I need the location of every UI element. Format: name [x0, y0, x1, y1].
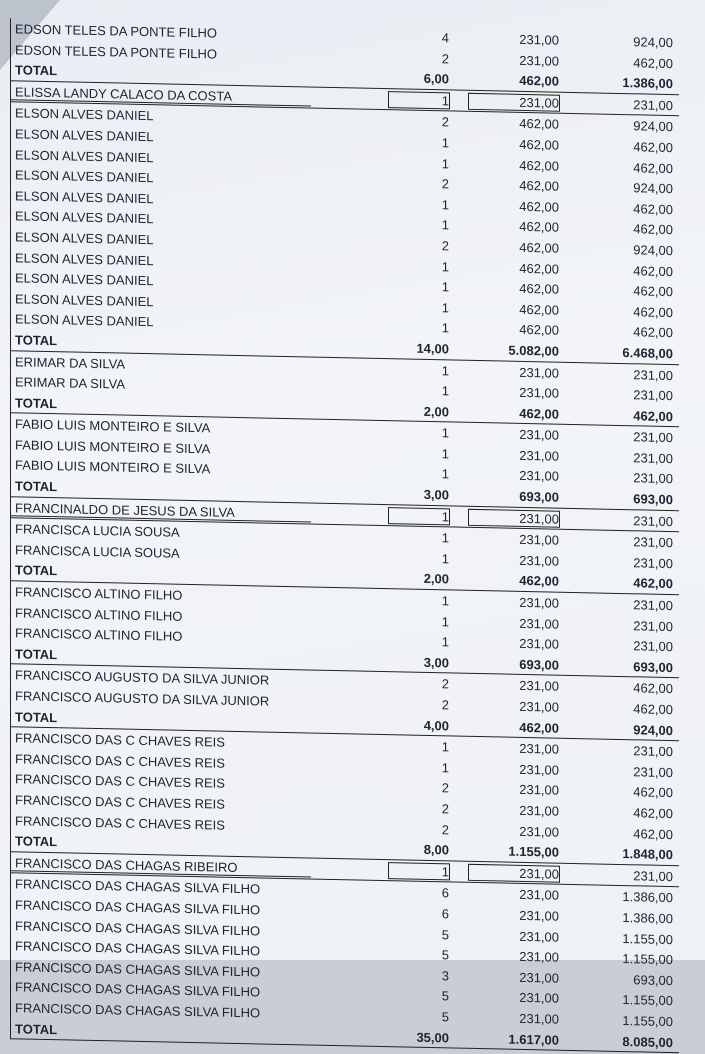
name-cell: TOTAL	[15, 708, 58, 725]
qty-cell: 35,00	[416, 1029, 449, 1045]
qty-cell: 1	[441, 320, 449, 336]
qty-cell: 2	[441, 238, 449, 254]
unit-value-cell: 693,00	[519, 656, 559, 673]
name-cell: FRANCISCO DAS CHAGAS SILVA FILHO	[15, 959, 261, 980]
qty-cell: 1	[441, 760, 449, 776]
unit-value-cell: 462,00	[519, 157, 559, 174]
qty-cell: 2	[441, 821, 449, 837]
total-value-cell: 462,00	[633, 54, 673, 71]
name-cell: TOTAL	[15, 1020, 58, 1037]
qty-cell: 1	[441, 279, 449, 295]
total-value-cell: 6.468,00	[622, 344, 673, 362]
qty-cell: 1	[441, 551, 449, 567]
unit-value-cell: 462,00	[519, 281, 559, 297]
qty-cell: 2	[441, 50, 449, 66]
unit-value-cell: 231,00	[519, 532, 559, 548]
total-value-cell: 1.155,00	[622, 930, 673, 947]
total-value-cell: 1.155,00	[622, 951, 673, 968]
qty-cell: 1	[441, 155, 449, 171]
unit-value-cell: 231,00	[519, 594, 559, 611]
qty-cell: 2,00	[423, 571, 449, 587]
unit-value-cell: 231,00	[519, 741, 559, 757]
name-cell: FRANCISCO DAS CHAGAS SILVA FILHO	[15, 897, 261, 918]
unit-value-cell: 231,00	[519, 782, 559, 799]
qty-cell: 1	[441, 530, 449, 546]
qty-cell: 6,00	[423, 71, 449, 87]
qty-cell: 1	[441, 197, 449, 213]
qty-cell: 5	[441, 988, 449, 1004]
total-value-cell: 462,00	[633, 784, 673, 801]
qty-cell: 2	[441, 114, 449, 130]
unit-value-cell: 462,00	[519, 136, 559, 153]
name-cell: ELSON ALVES DANIEL	[15, 126, 154, 145]
total-value-cell: 924,00	[633, 34, 673, 51]
total-value-cell: 231,00	[633, 366, 673, 383]
name-cell: TOTAL	[15, 646, 58, 663]
unit-value-cell: 462,00	[519, 719, 559, 736]
unit-value-cell: 231,00	[469, 865, 559, 882]
unit-value-cell: 231,00	[519, 384, 559, 401]
total-value-cell: 231,00	[633, 868, 673, 884]
qty-cell: 1	[441, 634, 449, 650]
name-cell: EDSON TELES DA PONTE FILHO	[15, 41, 218, 62]
unit-value-cell: 231,00	[519, 907, 559, 924]
unit-value-cell: 462,00	[519, 239, 559, 256]
name-cell: ELSON ALVES DANIEL	[15, 105, 154, 124]
name-cell: FRANCISCO DAS CHAGAS SILVA FILHO	[15, 876, 261, 897]
qty-cell: 2	[441, 780, 449, 796]
name-cell: FRANCISCO DAS CHAGAS SILVA FILHO	[15, 979, 261, 1000]
unit-value-cell: 462,00	[519, 573, 559, 590]
total-value-cell: 462,00	[633, 159, 673, 176]
unit-value-cell: 231,00	[519, 552, 559, 569]
unit-value-cell: 231,00	[519, 802, 559, 819]
qty-cell: 1	[389, 508, 449, 524]
name-cell: ERIMAR DA SILVA	[15, 353, 126, 372]
total-value-cell: 693,00	[633, 971, 673, 988]
name-cell: FRANCISCO DAS CHAGAS RIBEIRO	[15, 855, 238, 875]
unit-value-cell: 231,00	[519, 52, 559, 69]
total-value-cell: 924,00	[633, 721, 673, 738]
qty-cell: 1	[441, 299, 449, 316]
name-cell: ELSON ALVES DANIEL	[15, 291, 154, 309]
total-value-cell: 462,00	[633, 680, 673, 697]
total-value-cell: 1.155,00	[622, 1012, 673, 1030]
name-cell: FRANCISCO AUGUSTO DA SILVA JUNIOR	[15, 667, 270, 689]
qty-cell: 3,00	[423, 486, 449, 503]
unit-value-cell: 231,00	[519, 31, 559, 48]
total-value-cell: 231,00	[633, 617, 673, 634]
unit-value-cell: 231,00	[519, 969, 559, 986]
total-value-cell: 462,00	[633, 805, 673, 822]
name-cell: ELSON ALVES DANIEL	[15, 167, 154, 186]
unit-value-cell: 231,00	[519, 1010, 559, 1027]
qty-cell: 1	[441, 613, 449, 630]
total-value-cell: 924,00	[633, 242, 673, 259]
qty-cell: 1	[441, 383, 449, 399]
total-value-cell: 462,00	[633, 825, 673, 842]
total-value-cell: 1.386,00	[622, 909, 673, 927]
name-cell: TOTAL	[15, 395, 58, 411]
qty-cell: 6	[441, 885, 449, 901]
qty-cell: 4	[441, 30, 449, 46]
total-value-cell: 8.085,00	[622, 1033, 673, 1050]
unit-value-cell: 231,00	[519, 823, 559, 840]
total-value-cell: 924,00	[633, 118, 673, 135]
total-value-cell: 462,00	[633, 283, 673, 300]
total-value-cell: 924,00	[633, 180, 673, 197]
unit-value-cell: 5.082,00	[508, 342, 559, 359]
name-cell: FRANCISCO ALTINO FILHO	[15, 604, 183, 624]
qty-cell: 2	[441, 676, 449, 692]
qty-cell: 1	[441, 593, 449, 609]
name-cell: ELSON ALVES DANIEL	[15, 311, 154, 330]
name-cell: ELSON ALVES DANIEL	[15, 229, 154, 248]
total-value-cell: 693,00	[633, 491, 673, 508]
name-cell: TOTAL	[15, 562, 58, 579]
total-value-cell: 693,00	[633, 659, 673, 675]
qty-cell: 1	[441, 425, 449, 441]
qty-cell: 1	[441, 362, 449, 378]
name-cell: ELSON ALVES DANIEL	[15, 188, 154, 206]
unit-value-cell: 462,00	[519, 219, 559, 236]
qty-cell: 8,00	[423, 842, 449, 858]
unit-value-cell: 231,00	[519, 364, 559, 381]
unit-value-cell: 462,00	[519, 260, 559, 277]
unit-value-cell: 1.155,00	[508, 843, 559, 860]
total-value-cell: 1.386,00	[622, 889, 673, 906]
qty-cell: 5	[441, 1009, 449, 1025]
qty-cell: 1	[441, 466, 449, 482]
qty-cell: 1	[441, 217, 449, 233]
name-cell: EDSON TELES DA PONTE FILHO	[15, 21, 218, 41]
qty-cell: 6	[441, 906, 449, 922]
qty-cell: 1	[441, 446, 449, 462]
total-value-cell: 231,00	[633, 743, 673, 760]
name-cell: FRANCISCO DAS C CHAVES REIS	[15, 812, 225, 833]
unit-value-cell: 231,00	[519, 887, 559, 904]
qty-cell: 4,00	[423, 717, 449, 733]
qty-cell: 3,00	[423, 654, 449, 671]
name-cell: ERIMAR DA SILVA	[15, 374, 126, 392]
name-cell: TOTAL	[15, 62, 58, 79]
qty-cell: 2,00	[423, 403, 449, 420]
unit-value-cell: 231,00	[519, 427, 559, 443]
total-value-cell: 231,00	[633, 387, 673, 404]
qty-cell: 2	[441, 697, 449, 713]
unit-value-cell: 231,00	[519, 636, 559, 652]
unit-value-cell: 462,00	[519, 178, 559, 194]
name-cell: ELSON ALVES DANIEL	[15, 146, 154, 165]
qty-cell: 3	[441, 967, 449, 984]
unit-value-cell: 231,00	[469, 509, 559, 526]
name-cell: ELISSA LANDY CALACO DA COSTA	[15, 84, 232, 104]
unit-value-cell: 1.617,00	[508, 1031, 559, 1048]
total-value-cell: 231,00	[633, 555, 673, 571]
name-cell: TOTAL	[15, 478, 58, 495]
unit-value-cell: 462,00	[519, 198, 559, 215]
name-cell: FRANCISCA LUCIA SOUSA	[15, 521, 180, 541]
total-value-cell: 231,00	[633, 764, 673, 780]
total-value-cell: 1.155,00	[622, 992, 673, 1009]
unit-value-cell: 693,00	[519, 488, 559, 505]
name-cell: FRANCISCO DAS C CHAVES REIS	[15, 751, 225, 771]
name-cell: FRANCISCA LUCIA SOUSA	[15, 542, 180, 561]
name-cell: FRANCISCO DAS CHAGAS SILVA FILHO	[15, 938, 261, 959]
total-value-cell: 231,00	[633, 97, 673, 113]
total-value-cell: 1.386,00	[622, 75, 673, 92]
name-cell: ELSON ALVES DANIEL	[15, 270, 154, 289]
name-cell: FRANCINALDO DE JESUS DA SILVA	[15, 499, 235, 520]
unit-value-cell: 462,00	[519, 322, 559, 339]
unit-value-cell: 462,00	[519, 116, 559, 133]
total-value-cell: 462,00	[633, 407, 673, 424]
unit-value-cell: 231,00	[519, 698, 559, 715]
total-value-cell: 462,00	[633, 201, 673, 217]
name-cell: FRANCISCO DAS CHAGAS SILVA FILHO	[15, 917, 261, 938]
qty-cell: 2	[441, 176, 449, 192]
total-value-cell: 231,00	[633, 534, 673, 551]
unit-value-cell: 231,00	[519, 949, 559, 965]
total-value-cell: 231,00	[633, 597, 673, 614]
unit-value-cell: 231,00	[469, 94, 559, 111]
qty-cell: 2	[441, 801, 449, 817]
unit-value-cell: 231,00	[519, 761, 559, 778]
name-cell: FRANCISCO ALTINO FILHO	[15, 584, 183, 603]
total-value-cell: 462,00	[633, 221, 673, 238]
name-cell: FABIO LUIS MONTEIRO E SILVA	[15, 457, 211, 477]
name-cell: FRANCISCO DAS C CHAVES REIS	[15, 730, 225, 750]
total-value-cell: 462,00	[633, 575, 673, 592]
total-value-cell: 462,00	[633, 139, 673, 156]
unit-value-cell: 462,00	[519, 405, 559, 422]
qty-cell: 1	[389, 92, 449, 108]
name-cell: FRANCISCO DAS C CHAVES REIS	[15, 792, 225, 812]
total-value-cell: 462,00	[633, 262, 673, 279]
total-value-cell: 231,00	[633, 450, 673, 466]
qty-cell: 5	[441, 947, 449, 963]
total-value-cell: 462,00	[633, 324, 673, 341]
total-value-cell: 231,00	[633, 429, 673, 446]
unit-value-cell: 231,00	[519, 447, 559, 464]
name-cell: FABIO LUIS MONTEIRO E SILVA	[15, 437, 211, 457]
name-cell: ELSON ALVES DANIEL	[15, 208, 154, 227]
total-value-cell: 462,00	[633, 303, 673, 320]
name-cell: ELSON ALVES DANIEL	[15, 249, 154, 268]
unit-value-cell: 462,00	[519, 301, 559, 318]
total-value-cell: 1.848,00	[622, 846, 673, 863]
name-cell: FRANCISCO ALTINO FILHO	[15, 625, 183, 645]
name-cell: FRANCISCO DAS C CHAVES REIS	[15, 771, 225, 792]
name-cell: FRANCISCO DAS CHAGAS SILVA FILHO	[15, 1000, 261, 1021]
unit-value-cell: 231,00	[519, 990, 559, 1007]
qty-cell: 1	[389, 863, 449, 879]
total-value-cell: 231,00	[633, 470, 673, 487]
unit-value-cell: 231,00	[519, 678, 559, 695]
name-cell: TOTAL	[15, 833, 58, 850]
unit-value-cell: 231,00	[519, 468, 559, 485]
qty-cell: 1	[441, 739, 449, 755]
unit-value-cell: 462,00	[519, 73, 559, 89]
name-cell: FABIO LUIS MONTEIRO E SILVA	[15, 416, 211, 436]
total-value-cell: 462,00	[633, 701, 673, 718]
qty-cell: 5	[441, 926, 449, 942]
unit-value-cell: 231,00	[519, 615, 559, 632]
qty-cell: 14,00	[416, 340, 449, 357]
total-value-cell: 231,00	[633, 512, 673, 529]
name-cell: FRANCISCO AUGUSTO DA SILVA JUNIOR	[15, 688, 270, 709]
unit-value-cell: 231,00	[519, 928, 559, 945]
qty-cell: 1	[441, 135, 449, 151]
payment-table	[0, 18, 705, 1054]
qty-cell: 1	[441, 258, 449, 274]
name-cell: TOTAL	[15, 332, 58, 349]
total-value-cell: 231,00	[633, 638, 673, 655]
